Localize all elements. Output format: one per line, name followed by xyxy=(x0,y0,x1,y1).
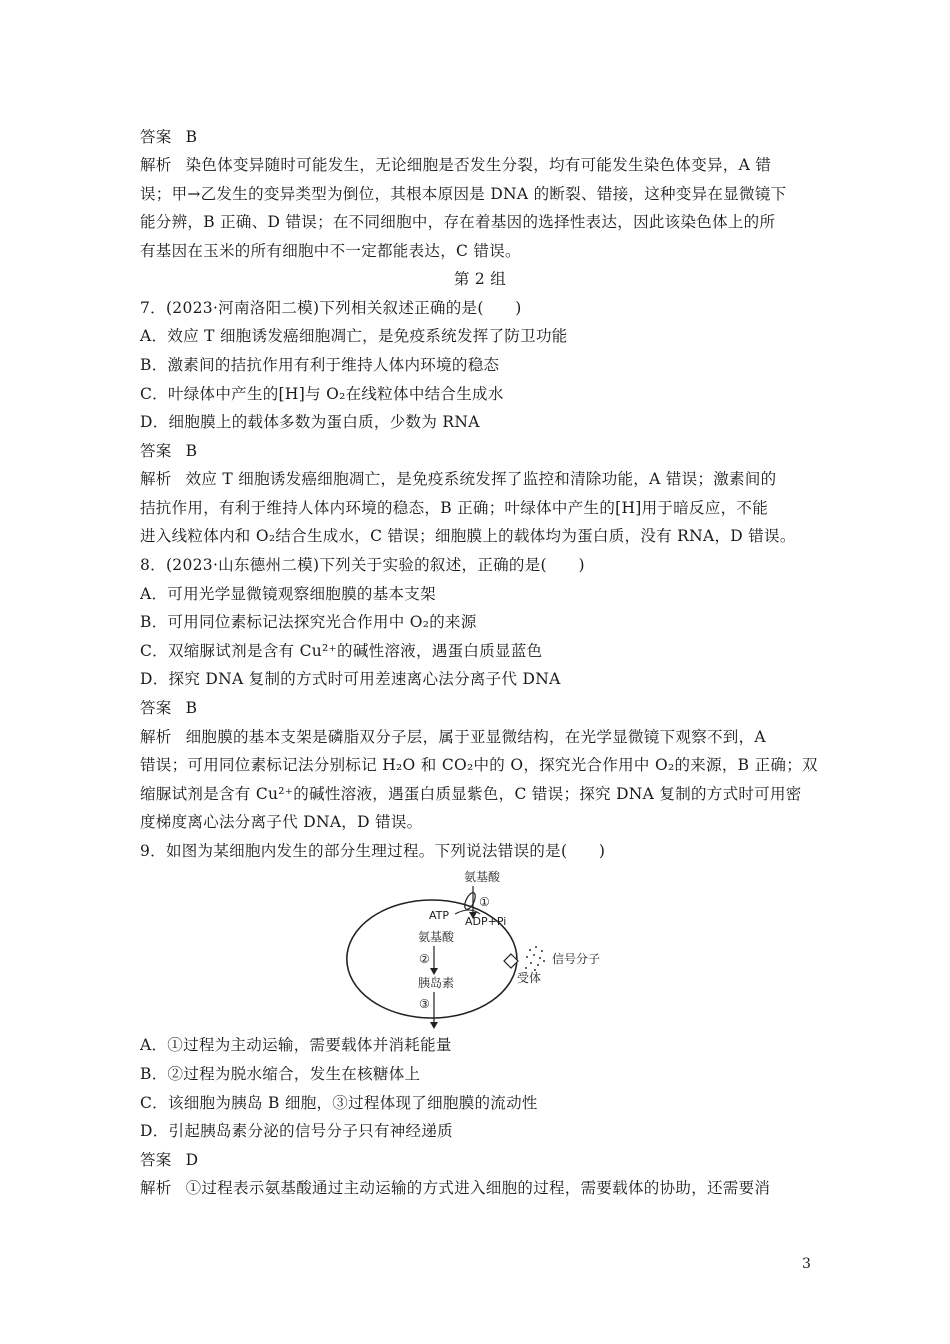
q7-analysis-line: 解析 效应 T 细胞诱发癌细胞凋亡，是免疫系统发挥了监控和清除功能，A 错误；激素间的 xyxy=(140,470,777,488)
step-2-label: ② xyxy=(419,952,430,966)
secretion-arrowhead xyxy=(430,1022,438,1029)
step-1-label: ① xyxy=(479,895,490,909)
q8-option-d: D．探究 DNA 复制的方式时可用差速离心法分离子代 DNA xyxy=(140,670,561,688)
page-number: 3 xyxy=(802,1256,811,1272)
q9-option-b: B．②过程为脱水缩合，发生在核糖体上 xyxy=(140,1065,421,1083)
q9-answer: 答案 D xyxy=(140,1151,199,1169)
atp-label: ATP xyxy=(429,909,450,922)
q8-analysis-line: 缩脲试剂是含有 Cu²⁺的碱性溶液，遇蛋白质显紫色，C 错误；探究 DNA 复制的方式时可用密 xyxy=(140,785,802,803)
q6-analysis-line: 有基因在玉米的所有细胞中不一定都能表达，C 错误。 xyxy=(140,242,521,260)
q9-option-d: D．引起胰岛素分泌的信号分子只有神经递质 xyxy=(140,1122,453,1140)
q9-stem: 9．如图为某细胞内发生的部分生理过程。下列说法错误的是( ) xyxy=(140,842,606,860)
q6-analysis-line: 解析 染色体变异随时可能发生，无论细胞是否发生分裂，均有可能发生染色体变异，A 错 xyxy=(140,156,772,174)
energy-arrow xyxy=(455,910,480,914)
amino-acid-inside-label: 氨基酸 xyxy=(418,930,455,944)
q7-option-a: A．效应 T 细胞诱发癌细胞凋亡，是免疫系统发挥了防卫功能 xyxy=(140,327,568,345)
q7-analysis-line: 拮抗作用，有利于维持人体内环境的稳态，B 正确；叶绿体中产生的[H]用于暗反应，不能 xyxy=(140,499,769,517)
q7-answer: 答案 B xyxy=(140,442,198,460)
q6-analysis-line: 误；甲→乙发生的变异类型为倒位，其根本原因是 DNA 的断裂、错接，这种变异在显微镜下 xyxy=(140,185,787,203)
q7-option-d: D．细胞膜上的载体多数为蛋白质，少数为 RNA xyxy=(140,413,480,431)
q7-option-c: C．叶绿体中产生的[H]与 O₂在线粒体中结合生成水 xyxy=(140,385,504,403)
q8-analysis-line: 度梯度离心法分离子代 DNA，D 错误。 xyxy=(140,813,423,831)
q9-analysis-line: 解析 ①过程表示氨基酸通过主动运输的方式进入细胞的过程，需要载体的协助，还需要消 xyxy=(140,1179,771,1197)
q7-option-b: B．激素间的拮抗作用有利于维持人体内环境的稳态 xyxy=(140,356,500,374)
amino-acid-outside-label: 氨基酸 xyxy=(464,870,501,884)
q8-stem: 8．(2023·山东德州二模)下列关于实验的叙述，正确的是( ) xyxy=(140,556,585,574)
q7-stem: 7．(2023·河南洛阳二模)下列相关叙述正确的是( ) xyxy=(140,299,522,317)
group-title: 第 2 组 xyxy=(453,270,507,288)
q8-option-a: A．可用光学显微镜观察细胞膜的基本支架 xyxy=(140,585,436,603)
q7-analysis-line: 进入线粒体内和 O₂结合生成水，C 错误；细胞膜上的载体均为蛋白质，没有 RNA，D 错误。 xyxy=(140,527,796,545)
q8-analysis-line: 解析 细胞膜的基本支架是磷脂双分子层，属于亚显微结构，在光学显微镜下观察不到，A xyxy=(140,728,766,746)
step-3-label: ③ xyxy=(419,997,430,1011)
q6-answer: 答案 B xyxy=(140,128,198,146)
q8-answer: 答案 B xyxy=(140,699,198,717)
q8-option-c: C．双缩脲试剂是含有 Cu²⁺的碱性溶液，遇蛋白质显蓝色 xyxy=(140,642,543,660)
q8-option-b: B．可用同位素标记法探究光合作用中 O₂的来源 xyxy=(140,613,477,631)
q9-option-a: A．①过程为主动运输，需要载体并消耗能量 xyxy=(140,1036,452,1054)
receptor-label: 受体 xyxy=(517,971,542,985)
synthesis-arrowhead xyxy=(430,968,438,975)
adp-label: ADP+Pi xyxy=(465,915,507,928)
signal-molecule-dots xyxy=(525,946,545,971)
q9-option-c: C．该细胞为胰岛 B 细胞，③过程体现了细胞膜的流动性 xyxy=(140,1094,538,1112)
q6-analysis-line: 能分辨，B 正确、D 错误；在不同细胞中，存在着基因的选择性表达，因此该染色体上的所 xyxy=(140,213,776,231)
q8-analysis-line: 错误；可用同位素标记法分别标记 H₂O 和 CO₂中的 O，探究光合作用中 O₂的来源，B 正确；双 xyxy=(140,756,818,774)
signal-molecule-label: 信号分子 xyxy=(552,952,601,966)
insulin-label: 胰岛素 xyxy=(418,976,455,990)
cell-diagram xyxy=(330,862,630,1032)
